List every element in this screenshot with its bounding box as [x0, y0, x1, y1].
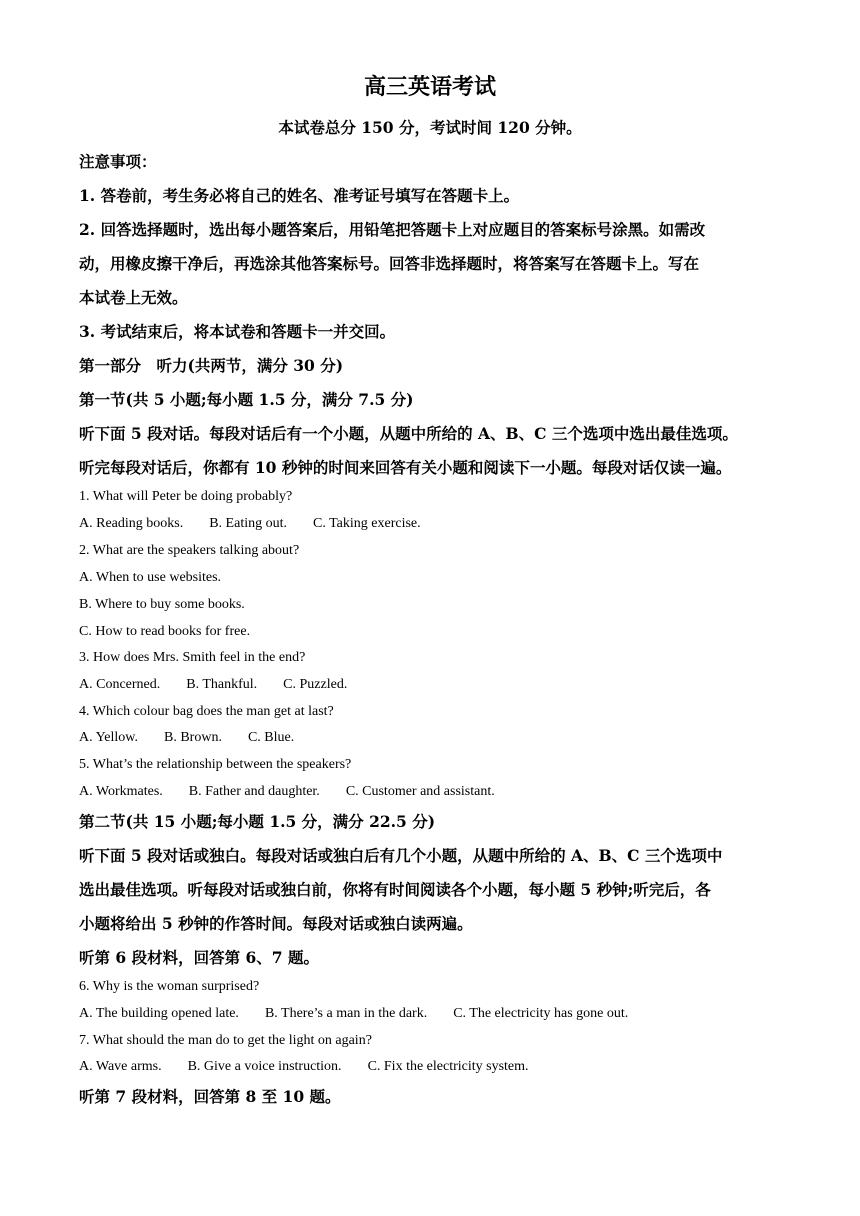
option-b: B. Eating out.: [209, 516, 287, 531]
section1-instruction-line-2: 听完每段对话后，你都有 10 秒钟的时间来回答有关小题和阅读下一小题。每段对话仅读一遍。: [79, 458, 732, 477]
part1-heading: 第一部分 听力(共两节，满分 30 分): [79, 356, 344, 375]
option-a: A. Wave arms.: [79, 1059, 162, 1074]
notes-heading: 注意事项：: [79, 152, 157, 171]
option-b: B. Give a voice instruction.: [187, 1059, 342, 1074]
exam-info: 本试卷总分 150 分，考试时间 120 分钟。: [278, 118, 582, 137]
section1-heading: 第一节(共 5 小题;每小题 1.5 分，满分 7.5 分): [79, 390, 414, 409]
option-a: A. The building opened late.: [79, 1006, 239, 1021]
question-2-option-b: B. Where to buy some books.: [79, 597, 245, 612]
question-6-options: [79, 1004, 789, 1024]
question-6-stem: 6. Why is the woman surprised?: [79, 979, 260, 994]
section2-instruction-line-2: 选出最佳选项。听每段对话或独白前，你将有时间阅读各个小题，每小题 5 秒钟;听完后，各: [79, 880, 711, 899]
option-b: B. There’s a man in the dark.: [264, 1006, 428, 1021]
question-5-options: [79, 782, 789, 802]
note-item-2-line-1: 2. 回答选择题时，选出每小题答案后，用铅笔把答题卡上对应题目的答案标号涂黑。如需改: [79, 220, 706, 239]
material-7-heading: 听第 7 段材料，回答第 8 至 10 题。: [79, 1087, 341, 1106]
section2-instruction-line-1: 听下面 5 段对话或独白。每段对话或独白后有几个小题，从题中所给的 A、B、C 三个选项中: [79, 846, 723, 865]
option-a: A. Yellow.: [79, 730, 138, 745]
question-2-option-c: C. How to read books for free.: [79, 624, 251, 639]
option-c: C. Fix the electricity system.: [367, 1059, 529, 1074]
option-a: A. Workmates.: [79, 784, 163, 799]
page-title: 高三英语考试: [363, 74, 496, 100]
option-b: B. Father and daughter.: [188, 784, 320, 799]
question-1-options: [79, 514, 789, 534]
question-5-stem: 5. What’s the relationship between the speakers?: [79, 757, 352, 772]
question-1-stem: 1. What will Peter be doing probably?: [79, 489, 293, 504]
section2-heading: 第二节(共 15 小题;每小题 1.5 分，满分 22.5 分): [79, 812, 436, 831]
question-2-option-a: A. When to use websites.: [79, 570, 222, 585]
note-item-2-line-2: 动，用橡皮擦干净后，再选涂其他答案标号。回答非选择题时，将答案写在答题卡上。写在: [79, 254, 700, 273]
option-c: C. The electricity has gone out.: [453, 1006, 629, 1021]
section2-instruction-line-3: 小题将给出 5 秒钟的作答时间。每段对话或独白读两遍。: [79, 914, 473, 933]
option-c: C. Taking exercise.: [313, 516, 421, 531]
note-item-1: 1. 答卷前，考生务必将自己的姓名、准考证号填写在答题卡上。: [79, 186, 520, 205]
question-2-stem: 2. What are the speakers talking about?: [79, 543, 300, 558]
option-a: A. Concerned.: [79, 677, 161, 692]
question-3-options: [79, 675, 789, 695]
option-c: C. Puzzled.: [283, 677, 348, 692]
section1-instruction-line-1: 听下面 5 段对话。每段对话后有一个小题，从题中所给的 A、B、C 三个选项中选出最佳选项。: [79, 424, 738, 443]
option-b: B. Thankful.: [186, 677, 258, 692]
note-item-2-line-3: 本试卷上无效。: [79, 288, 188, 307]
note-item-3: 3. 考试结束后，将本试卷和答题卡一并交回。: [79, 322, 396, 341]
question-4-stem: 4. Which colour bag does the man get at last?: [79, 704, 334, 719]
option-c: C. Blue.: [247, 730, 295, 745]
question-7-options: [79, 1057, 789, 1077]
option-b: B. Brown.: [164, 730, 222, 745]
material-6-heading: 听第 6 段材料，回答第 6、7 题。: [79, 948, 319, 967]
option-c: C. Customer and assistant.: [345, 784, 495, 799]
question-4-options: [79, 728, 789, 748]
question-7-stem: 7. What should the man do to get the light on again?: [79, 1033, 372, 1048]
option-a: A. Reading books.: [79, 516, 184, 531]
question-3-stem: 3. How does Mrs. Smith feel in the end?: [79, 650, 306, 665]
